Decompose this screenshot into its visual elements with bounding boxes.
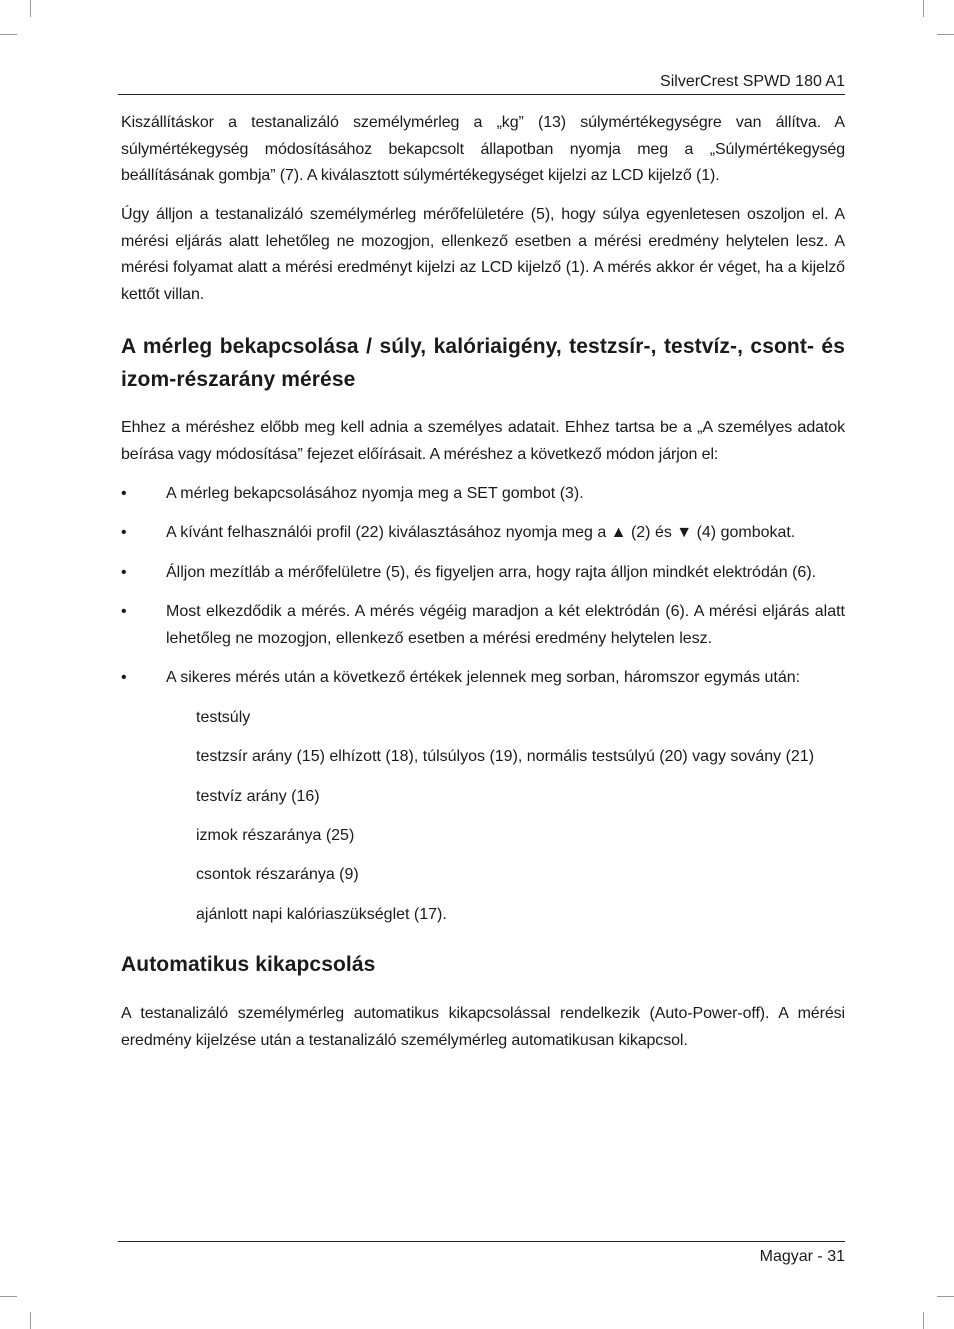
- footer-rule: [118, 1241, 845, 1242]
- sublist-item: ajánlott napi kalóriaszükséglet (17).: [196, 906, 447, 923]
- sublist-item: csontok részaránya (9): [196, 866, 359, 883]
- crop-mark: [923, 0, 924, 17]
- bullet-marker: •: [121, 669, 127, 686]
- crop-mark: [30, 0, 31, 17]
- measurement-intro-paragraph: Ehhez a méréshez előbb meg kell adnia a személyes adatait. Ehhez tartsa be a „A személyes adatok beírása vagy módosítása” fejezet előírásait. A méréshez a következő módon járjon el:: [121, 419, 845, 463]
- header-rule: [118, 94, 845, 95]
- bullet-marker: •: [121, 485, 127, 502]
- page-footer: Magyar - 31: [759, 1248, 845, 1265]
- sublist-item: testvíz arány (16): [196, 788, 320, 805]
- section-heading-measurement: A mérleg bekapcsolása / súly, kalóriaigény, testzsír-, testvíz-, csont- és izom-részarány mérése: [121, 335, 845, 391]
- list-item-text: Álljon mezítláb a mérőfelületre (5), és figyeljen arra, hogy rajta álljon mindkét elektródán (6).: [166, 564, 817, 581]
- list-item-text: A mérleg bekapcsolásához nyomja meg a SET gombot (3).: [166, 485, 584, 502]
- standing-paragraph: Úgy álljon a testanalizáló személymérleg mérőfelületére (5), hogy súlya egyenletesen oszoljon el. A mérési eljárás alatt lehetőleg ne mozogjon, ellenkező esetben a mérési eredmény helytelen lesz. A mérési folyamat alatt a mérési eredményt kijelzi az LCD kijelző (1). A mérés akkor ér véget, ha a kijelző kettőt villan.: [121, 206, 845, 303]
- list-item-text: Most elkezdődik a mérés. A mérés végéig maradjon a két elektródán (6). A mérési eljárás alatt lehetőleg ne mozogjon, ellenkező esetben a mérési eredmény helytelen lesz.: [166, 603, 845, 647]
- crop-mark: [30, 1312, 31, 1329]
- sublist-item: izmok részaránya (25): [196, 827, 355, 844]
- list-item-text: A sikeres mérés után a következő értékek jelennek meg sorban, háromszor egymás után:: [166, 669, 801, 686]
- sublist-item: testzsír arány (15) elhízott (18), túlsúlyos (19), normális testsúlyú (20) vagy sovány (21): [196, 748, 815, 765]
- section-heading-auto-off: Automatikus kikapcsolás: [121, 953, 376, 976]
- auto-off-paragraph: A testanalizáló személymérleg automatikus kikapcsolással rendelkezik (Auto-Power-off). A mérési eredmény kijelzése után a testanalizáló személymérleg automatikusan kikapcsol.: [121, 1005, 845, 1049]
- crop-mark: [923, 1312, 924, 1329]
- crop-mark: [0, 34, 17, 35]
- crop-mark: [0, 1296, 17, 1297]
- list-item-text: A kívánt felhasználói profil (22) kiválasztásához nyomja meg a ▲ (2) és ▼ (4) gombokat.: [166, 524, 796, 541]
- running-header: SilverCrest SPWD 180 A1: [660, 73, 845, 90]
- sublist-item: testsúly: [196, 709, 251, 726]
- crop-mark: [937, 34, 954, 35]
- bullet-marker: •: [121, 603, 127, 620]
- bullet-marker: •: [121, 524, 127, 541]
- bullet-marker: •: [121, 564, 127, 581]
- intro-paragraph: Kiszállításkor a testanalizáló személymérleg a „kg” (13) súlymértékegységre van állítva. A súlymértékegység módosításához bekapcsolt állapotban nyomja meg a „Súlymértékegység beállításának gombja” (7). A kiválasztott súlymértékegységet kijelzi az LCD kijelző (1).: [121, 114, 845, 184]
- crop-mark: [937, 1296, 954, 1297]
